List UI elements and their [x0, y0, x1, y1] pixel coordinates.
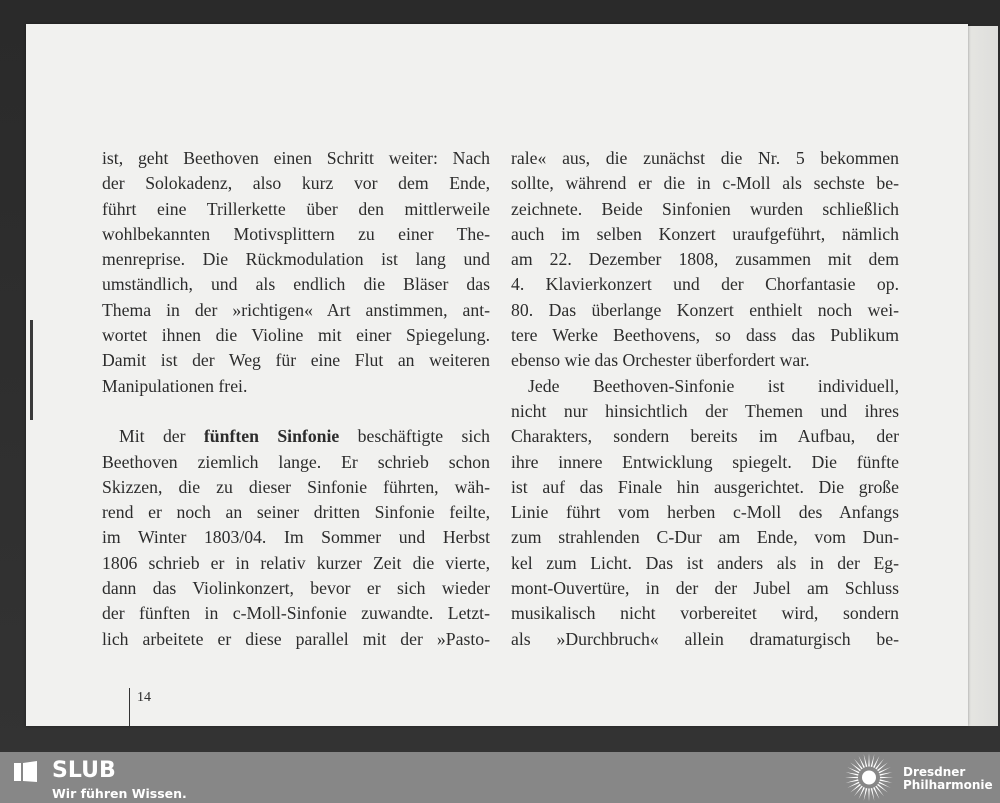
- sunburst-ray: [868, 754, 870, 767]
- text-fragment: beschäftigte sich: [357, 426, 490, 447]
- text-line: ebenso wie das Orchester überfordert war.: [511, 350, 810, 371]
- sunburst-ray: [871, 788, 875, 801]
- text-line: im Winter 1803/04. Im Sommer und Herbst: [102, 527, 490, 548]
- paragraph-gap: [102, 399, 490, 424]
- text-line: als »Durchbruch« allein dramaturgisch be-: [511, 628, 899, 649]
- page-number: 14: [137, 690, 151, 705]
- text-line: rend er noch an seiner dritten Sinfonie feilte,: [102, 502, 490, 523]
- text-line: Beethoven ziemlich lange. Er schrieb schon: [102, 451, 490, 472]
- text-line: musikalisch nicht vorbereitet wird, sondern: [511, 603, 899, 624]
- sunburst-ray: [846, 779, 859, 783]
- text-line: lich arbeitete er diese parallel mit der »Pasto-: [102, 628, 490, 649]
- text-line: menreprise. Die Rückmodulation ist lang und: [102, 249, 490, 270]
- text-line: ist, geht Beethoven einen Schritt weiter: Nach: [102, 148, 490, 168]
- sunburst-ray: [875, 759, 884, 770]
- text-line: zum strahlenden C-Dur am Ende, vom Dun-: [511, 527, 899, 548]
- sunburst-ray: [877, 784, 888, 793]
- text-line: der Solokadenz, also kurz vor dem Ende,: [102, 173, 490, 194]
- right-column: [511, 146, 899, 652]
- text-line: Damit ist der Weg für eine Flut an weiteren: [102, 350, 490, 371]
- text-line: der fünften in c-Moll-Sinfonie zuwandte. Letzt-: [102, 603, 490, 624]
- text-line: wortet ihnen die Violine mit einer Spiegelung.: [102, 325, 490, 346]
- sunburst-ray: [850, 784, 861, 793]
- sunburst-ray: [846, 772, 859, 776]
- sunburst-ray: [850, 763, 861, 772]
- partner-name-line2: Philharmonie: [903, 778, 993, 792]
- partner-logo-text[interactable]: [903, 766, 993, 792]
- page-binding-mark: [30, 320, 33, 420]
- text-line: am 22. Dezember 1808, zusammen mit dem: [511, 249, 899, 270]
- text-line: Thema in der »richtigen« Art anstimmen, ant-: [102, 299, 490, 320]
- text-line: tere Werke Beethovens, so dass das Publikum: [511, 325, 899, 346]
- text-line: dann das Violinkonzert, bevor er sich wieder: [102, 578, 490, 599]
- next-page-edge: [964, 26, 998, 726]
- sunburst-ray: [875, 786, 884, 797]
- sunburst-ray: [871, 754, 875, 767]
- text-line: 4. Klavierkonzert und der Chorfantasie op.: [511, 274, 899, 295]
- sunburst-ray: [877, 763, 888, 772]
- sunburst-ray: [854, 759, 863, 770]
- text-line: Charakters, sondern bereits im Aufbau, der: [511, 426, 899, 447]
- sunburst-ray: [880, 779, 893, 783]
- text-line: 80. Das überlange Konzert enthielt noch wei-: [511, 299, 899, 320]
- book-icon[interactable]: [12, 760, 40, 784]
- text-fragment: Mit der: [119, 426, 186, 447]
- text-line: Skizzen, die zu dieser Sinfonie führten, wäh-: [102, 476, 490, 497]
- slub-logo-text[interactable]: SLUB: [52, 758, 116, 783]
- text-line: sollte, während er die in c-Moll als sechste be-: [511, 173, 899, 194]
- sunburst-ray: [845, 777, 858, 779]
- text-line: mont-Ouvertüre, in der der Jubel am Schluss: [511, 578, 899, 599]
- sunburst-ray: [854, 786, 863, 797]
- text-line: ihre innere Entwicklung spiegelt. Die fünfte: [511, 451, 899, 472]
- text-line-with-emphasis: [102, 424, 490, 449]
- text-line: umständlich, und als endlich die Bläser das: [102, 274, 490, 295]
- left-column: [102, 146, 490, 652]
- sunburst-ray: [880, 777, 893, 779]
- text-line: nicht nur hinsichtlich der Themen und ihres: [511, 400, 899, 421]
- text-line: zeichnete. Beide Sinfonien wurden schließlich: [511, 198, 899, 219]
- emphasis-text: fünften Sinfonie: [203, 426, 340, 447]
- sunburst-ray: [864, 788, 868, 801]
- text-line: führt eine Trillerkette über den mittlerweile: [102, 198, 490, 219]
- text-line: rale« aus, die zunächst die Nr. 5 bekommen: [511, 148, 899, 168]
- text-line: Manipulationen frei.: [102, 375, 248, 396]
- sunburst-ray: [880, 772, 893, 776]
- sunburst-logo-icon[interactable]: [842, 752, 896, 803]
- text-line: Jede Beethoven-Sinfonie ist individuell,: [528, 375, 899, 396]
- text-line: wohlbekannten Motivsplittern zu einer The-: [102, 223, 490, 244]
- text-line: Linie führt vom herben c-Moll des Anfangs: [511, 502, 899, 523]
- text-line: auch im selben Konzert uraufgeführt, nämlich: [511, 223, 899, 244]
- text-line: 1806 schrieb er in relativ kurzer Zeit die vierte,: [102, 552, 490, 573]
- slub-tagline: Wir führen Wissen.: [52, 786, 187, 801]
- partner-name-line1: Dresdner: [903, 765, 966, 779]
- sunburst-ray: [868, 788, 870, 801]
- folio-rule: [129, 688, 130, 726]
- sunburst-ray: [864, 754, 868, 767]
- text-line: ist auf das Finale hin ausgerichtet. Die große: [511, 476, 899, 497]
- text-line: kel zum Licht. Das ist anders als in der Eg-: [511, 552, 899, 573]
